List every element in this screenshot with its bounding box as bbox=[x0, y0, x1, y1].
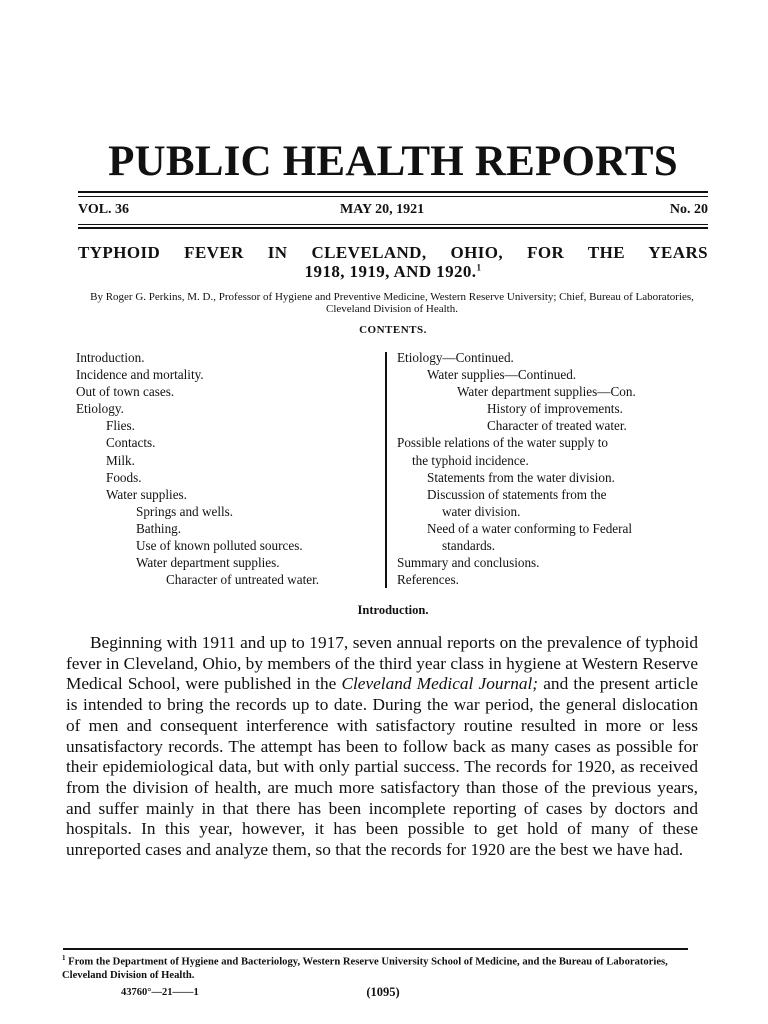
masthead-rule-double bbox=[78, 196, 708, 197]
contents-entry: Water supplies—Continued. bbox=[427, 367, 577, 383]
contents-entry: Need of a water conforming to Federal bbox=[427, 520, 633, 536]
contents-column-divider bbox=[385, 352, 387, 588]
contents-entry: Bathing. bbox=[136, 520, 182, 536]
footnote-rule bbox=[63, 948, 688, 950]
journal-name-italic: Cleveland Medical Journal; bbox=[341, 674, 539, 694]
contents-entry: Character of untreated water. bbox=[166, 572, 320, 588]
footnote bbox=[62, 952, 694, 983]
contents-entry: Out of town cases. bbox=[76, 384, 175, 400]
article-title bbox=[78, 243, 708, 281]
introduction-heading: Introduction. bbox=[357, 603, 429, 617]
contents-entry: Character of treated water. bbox=[487, 418, 627, 434]
issue-number: No. 20 bbox=[669, 202, 708, 217]
author-byline: By Roger G. Perkins, M. D., Professor of Hygiene and Preventive Medicine, Western Reserve University; Chief, Bureau of Laboratories, Cleveland Division of Health. bbox=[90, 291, 694, 315]
contents-entry: Possible relations of the water supply to bbox=[397, 435, 608, 451]
contents-entry: water division. bbox=[442, 503, 521, 519]
contents-entry: Flies. bbox=[106, 418, 135, 434]
masthead-title: PUBLIC HEALTH REPORTS bbox=[108, 138, 678, 185]
contents-entry: Etiology—Continued. bbox=[397, 350, 514, 365]
article-title-years: 1918, 1919, AND 1920. bbox=[304, 262, 477, 281]
article-title-line-1: TYPHOID FEVER IN CLEVELAND, OHIO, FOR THE YEARS bbox=[78, 243, 708, 262]
contents-entry: References. bbox=[397, 572, 459, 588]
contents-entry: Milk. bbox=[106, 452, 135, 468]
contents-entry: History of improvements. bbox=[487, 401, 623, 417]
issue-date: MAY 20, 1921 bbox=[340, 202, 425, 217]
footnote-marker: 1 bbox=[62, 954, 66, 962]
page-number: (1095) bbox=[366, 985, 400, 999]
title-footnote-marker: 1 bbox=[476, 262, 482, 273]
contents-entry: Statements from the water division. bbox=[427, 469, 615, 485]
paragraph-text-start: Beginning with 1911 and up to 1917, seven annual reports on the prevalence of typhoid fever in Cleveland, Ohio, by members of the third year class in hygiene at Western Reserve Medical School, were published in the bbox=[66, 633, 698, 694]
contents-entry: Incidence and mortality. bbox=[76, 367, 204, 383]
volume-label: VOL. 36 bbox=[78, 202, 130, 217]
contents-entry: Etiology. bbox=[76, 401, 124, 417]
masthead-rule-top bbox=[78, 191, 708, 193]
contents-entry: Foods. bbox=[106, 469, 142, 485]
issue-info-row bbox=[78, 202, 708, 222]
contents-entry: Springs and wells. bbox=[136, 503, 234, 519]
issue-rule-bottom bbox=[78, 224, 708, 225]
contents-entry: Water department supplies. bbox=[136, 555, 280, 571]
footnote-text: From the Department of Hygiene and Bacteriology, Western Reserve University School of Medicine, and the Bureau of Laboratories, Cleveland Division of Health. bbox=[62, 956, 668, 982]
contents-entry: Summary and conclusions. bbox=[397, 555, 540, 571]
introduction-paragraph bbox=[66, 633, 698, 861]
print-code: 43760°—21——1 bbox=[121, 987, 199, 998]
contents-entry: Contacts. bbox=[106, 435, 156, 451]
contents-entry: Introduction. bbox=[76, 350, 145, 365]
introduction-body bbox=[66, 633, 698, 861]
contents-left-column bbox=[76, 349, 378, 588]
paragraph-text-end: and the present article is intended to bring the records up to date. During the war period, the general dislocation of men and consequent interference with satisfactory routine resulted in more or less unsatisfactory records. The attempt has been to follow back as many cases as possible for their epidemiological data, but with only partial success. The records for 1920, as received from the division of health, are much more satisfactory than those of the previous years, and suffer mainly in that there has been incomplete reporting of cases by doctors and hospitals. In this year, however, it has been possible to get hold of many of these unreported cases and analyze them, so that the records for 1920 are the best we have had. bbox=[66, 674, 698, 860]
contents-entry: standards. bbox=[442, 538, 496, 554]
article-title-line-2 bbox=[78, 262, 708, 281]
contents-right-column bbox=[397, 349, 705, 588]
contents-entry: Use of known polluted sources. bbox=[136, 538, 303, 554]
contents-entry: Discussion of statements from the bbox=[427, 486, 607, 502]
contents-heading: CONTENTS. bbox=[359, 324, 427, 336]
contents-entry: the typhoid incidence. bbox=[412, 452, 529, 468]
contents-entry: Water department supplies—Con. bbox=[457, 384, 636, 400]
contents-entry: Water supplies. bbox=[106, 486, 187, 502]
issue-rule-bottom-thick bbox=[78, 227, 708, 229]
